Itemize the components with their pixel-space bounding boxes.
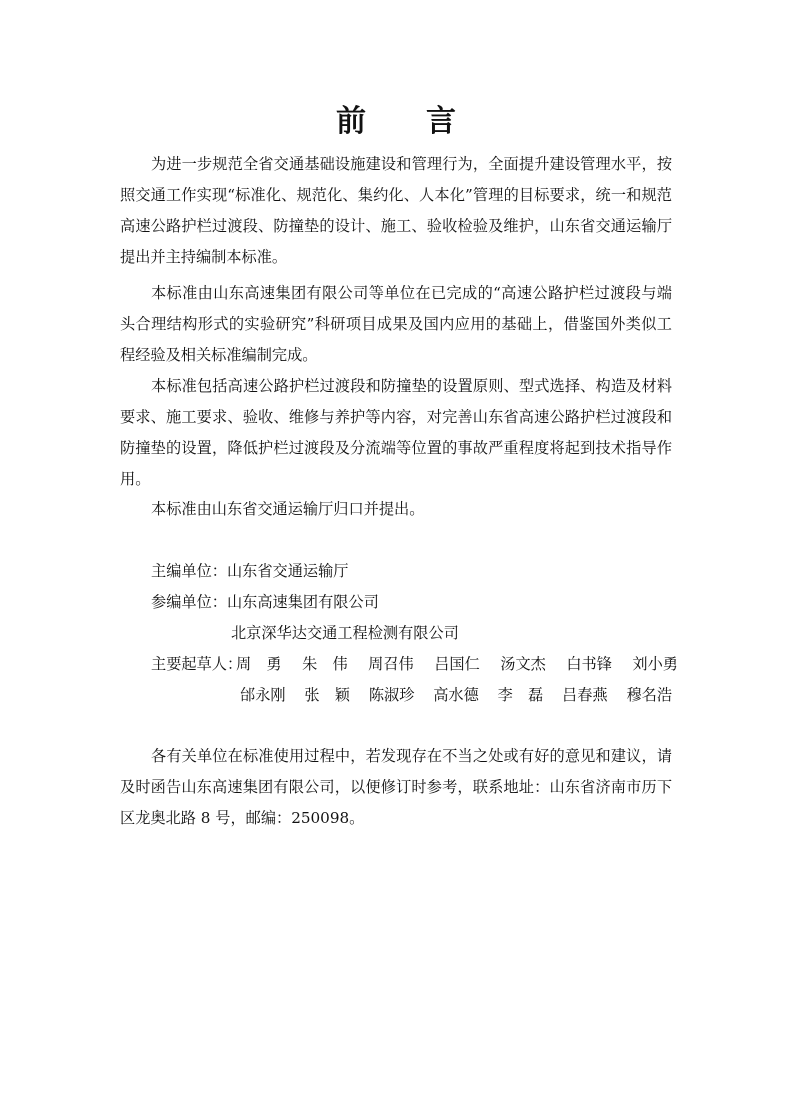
drafter-name: 汤文杰 bbox=[500, 655, 546, 673]
main-drafters-label: 主要起草人： bbox=[151, 655, 243, 673]
drafter-name: 高水德 bbox=[433, 686, 479, 704]
page-title-char-2: 言 bbox=[426, 104, 456, 139]
drafter-name: 穆名浩 bbox=[626, 686, 672, 704]
drafter-name: 李 磊 bbox=[497, 686, 544, 704]
preface-paragraph-4: 本标准由山东省交通运输厅归口并提出。 bbox=[151, 500, 425, 518]
drafter-name: 张 颖 bbox=[304, 686, 350, 704]
preface-paragraph-3: 本标准包括高速公路护栏过渡段和防撞垫的设置原则、型式选择、构造及材料要求、施工要求、验收、维修与养护等内容，对完善山东省高速公路护栏过渡段和防撞垫的设置，降低护栏过渡段及分流端等位置的事故严重程度将起到技术指导作用。 bbox=[120, 377, 672, 488]
drafter-name: 吕国仁 bbox=[434, 655, 480, 673]
drafter-name: 刘小勇 bbox=[632, 655, 678, 673]
drafter-name: 吕春燕 bbox=[562, 686, 608, 704]
preface-paragraph-1: 为进一步规范全省交通基础设施建设和管理行为，全面提升建设管理水平，按照交通工作实现“标准化、规范化、集约化、人本化”管理的目标要求，统一和规范高速公路护栏过渡段、防撞垫的设计、施工、验收检验及维护，山东省交通运输厅提出并主持编制本标准。 bbox=[120, 155, 672, 266]
drafters-row-2 bbox=[240, 680, 672, 711]
participating-unit-2: 北京深华达交通工程检测有限公司 bbox=[231, 624, 459, 642]
drafter-name: 陈淑珍 bbox=[368, 686, 415, 704]
drafter-name: 邰永刚 bbox=[240, 686, 286, 704]
participating-unit: 参编单位：山东高速集团有限公司 bbox=[151, 593, 379, 611]
drafter-name: 朱 伟 bbox=[302, 655, 348, 673]
drafter-name: 周 勇 bbox=[236, 655, 282, 673]
page-title-char-1: 前 bbox=[336, 104, 366, 139]
closing-paragraph: 各有关单位在标准使用过程中，若发现存在不当之处或有好的意见和建议，请及时函告山东高速集团有限公司，以便修订时参考，联系地址：山东省济南市历下区龙奥北路 8 号，邮编：250098。 bbox=[120, 747, 672, 827]
preface-paragraph-2: 本标准由山东高速集团有限公司等单位在已完成的“高速公路护栏过渡段与端头合理结构形式的实验研究”科研项目成果及国内应用的基础上，借鉴国外类似工程经验及相关标准编制完成。 bbox=[120, 284, 672, 364]
chief-editor-unit: 主编单位：山东省交通运输厅 bbox=[151, 562, 349, 580]
drafter-name: 周召伟 bbox=[368, 655, 414, 673]
drafters-row-1 bbox=[236, 649, 678, 680]
drafter-name: 白书锋 bbox=[566, 655, 612, 673]
page-title bbox=[0, 96, 792, 140]
